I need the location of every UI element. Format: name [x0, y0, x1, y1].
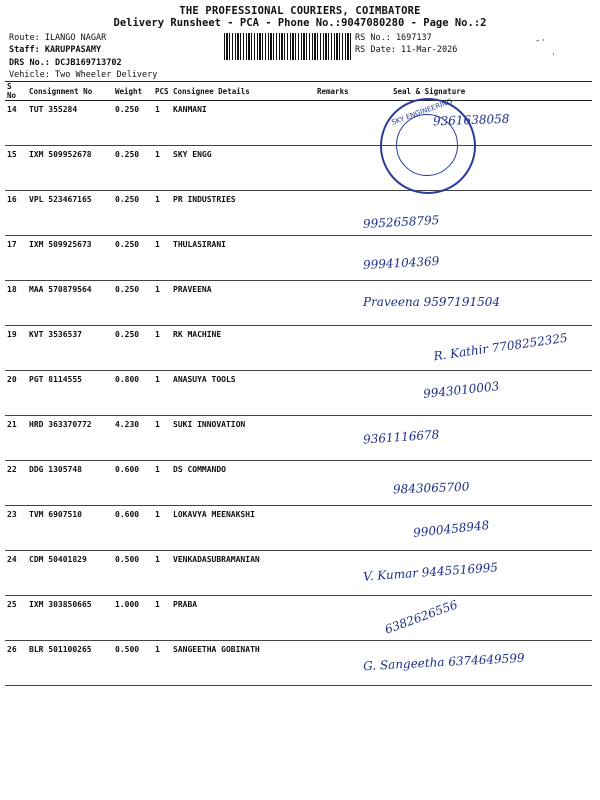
table-row	[5, 236, 592, 281]
cell-remarks	[315, 281, 363, 326]
cell-consignee: VENKADASUBRAMANIAN	[171, 551, 315, 596]
col-weight: Weight	[113, 82, 153, 101]
runsheet-table	[5, 81, 592, 686]
cell-sno: 23	[5, 506, 27, 551]
cell-consignee: SANGEETHA GOBINATH	[171, 641, 315, 686]
cell-weight: 0.250	[113, 146, 153, 191]
cell-weight: 0.500	[113, 641, 153, 686]
table-row	[5, 191, 592, 236]
handwritten-signature: Praveena 9597191504	[363, 295, 500, 309]
cell-pcs: 1	[153, 371, 171, 416]
table-row	[5, 371, 592, 416]
cell-weight: 0.250	[113, 281, 153, 326]
cell-remarks	[315, 326, 363, 371]
handwritten-signature: R. Kathir 7708252325	[432, 330, 569, 364]
cell-sno: 22	[5, 461, 27, 506]
table-row	[5, 596, 592, 641]
cell-sno: 15	[5, 146, 27, 191]
stamp-inner-ring	[396, 114, 458, 176]
cell-weight: 0.800	[113, 371, 153, 416]
cell-consignee: ANASUYA TOOLS	[171, 371, 315, 416]
cell-remarks	[315, 641, 363, 686]
pen-mark: ·	[552, 50, 555, 60]
handwritten-signature: 9361116678	[362, 427, 440, 447]
col-remarks: Remarks	[315, 82, 363, 101]
cell-signature	[363, 326, 592, 371]
cell-signature	[363, 551, 592, 596]
rs-date: RS Date: 11-Mar-2026	[355, 45, 458, 55]
cell-remarks	[315, 551, 363, 596]
cell-consignee: THULASIRANI	[171, 236, 315, 281]
table-row	[5, 146, 592, 191]
cell-consignment: BLR 501100265	[27, 641, 113, 686]
cell-consignee: LOKAVYA MEENAKSHI	[171, 506, 315, 551]
cell-consignee: PRAVEENA	[171, 281, 315, 326]
cell-consignment: KVT 3536537	[27, 326, 113, 371]
cell-pcs: 1	[153, 641, 171, 686]
pen-mark: - ·	[536, 36, 545, 46]
cell-pcs: 1	[153, 596, 171, 641]
cell-weight: 0.600	[113, 506, 153, 551]
cell-consignee: RK MACHINE	[171, 326, 315, 371]
cell-remarks	[315, 371, 363, 416]
cell-signature	[363, 236, 592, 281]
cell-weight: 1.000	[113, 596, 153, 641]
cell-weight: 0.250	[113, 326, 153, 371]
cell-consignment: TVM 6907510	[27, 506, 113, 551]
cell-pcs: 1	[153, 551, 171, 596]
cell-consignee: SKY ENGG	[171, 146, 315, 191]
col-sno: S No	[5, 82, 27, 101]
cell-signature	[363, 281, 592, 326]
drs-label: DRS No.: DCJB169713702	[9, 58, 122, 68]
cell-pcs: 1	[153, 416, 171, 461]
cell-sno: 21	[5, 416, 27, 461]
cell-consignment: IXM 303850665	[27, 596, 113, 641]
cell-sno: 18	[5, 281, 27, 326]
cell-weight: 0.250	[113, 191, 153, 236]
handwritten-signature: 9952658795	[362, 213, 440, 231]
cell-sno: 25	[5, 596, 27, 641]
cell-consignment: IXM 509952678	[27, 146, 113, 191]
cell-sno: 24	[5, 551, 27, 596]
cell-consignment: CDM 50401829	[27, 551, 113, 596]
cell-signature	[363, 416, 592, 461]
table-row	[5, 551, 592, 596]
cell-signature	[363, 371, 592, 416]
table-row	[5, 641, 592, 686]
cell-consignment: HRD 363370772	[27, 416, 113, 461]
cell-pcs: 1	[153, 326, 171, 371]
cell-consignee: KANMANI	[171, 101, 315, 146]
handwritten-signature: 9900458948	[412, 518, 490, 540]
cell-remarks	[315, 236, 363, 281]
cell-consignment: IXM 509925673	[27, 236, 113, 281]
cell-sno: 19	[5, 326, 27, 371]
cell-signature	[363, 641, 592, 686]
cell-remarks	[315, 416, 363, 461]
handwritten-signature: V. Kumar 9445516995	[362, 560, 499, 584]
cell-consignee: PR INDUSTRIES	[171, 191, 315, 236]
cell-consignment: VPL 523467165	[27, 191, 113, 236]
table-row	[5, 101, 592, 146]
runsheet-subtitle: Delivery Runsheet - PCA - Phone No.:9047080280 - Page No.:2	[113, 17, 487, 29]
table-header-row	[5, 82, 592, 101]
cell-weight: 4.230	[113, 416, 153, 461]
table-row	[5, 461, 592, 506]
handwritten-signature: 9361638058	[432, 111, 510, 129]
stamp-text: SKY ENGINEERING	[390, 97, 454, 127]
cell-signature	[363, 461, 592, 506]
cell-consignment: DDG 1305748	[27, 461, 113, 506]
table-row	[5, 506, 592, 551]
cell-pcs: 1	[153, 461, 171, 506]
cell-sno: 14	[5, 101, 27, 146]
col-consignee: Consignee Details	[171, 82, 315, 101]
cell-weight: 0.250	[113, 101, 153, 146]
cell-pcs: 1	[153, 146, 171, 191]
rs-number: RS No.: 1697137	[355, 33, 432, 43]
cell-remarks	[315, 461, 363, 506]
cell-consignee: DS COMMANDO	[171, 461, 315, 506]
cell-consignment: MAA 570879564	[27, 281, 113, 326]
cell-signature	[363, 596, 592, 641]
cell-remarks	[315, 506, 363, 551]
handwritten-signature: 9843065700	[392, 479, 470, 497]
cell-consignee: PRABA	[171, 596, 315, 641]
cell-remarks	[315, 146, 363, 191]
cell-pcs: 1	[153, 236, 171, 281]
cell-weight: 0.500	[113, 551, 153, 596]
col-pcs: PCS	[153, 82, 171, 101]
cell-consignee: SUKI INNOVATION	[171, 416, 315, 461]
cell-sno: 26	[5, 641, 27, 686]
cell-sno: 20	[5, 371, 27, 416]
col-seal: Seal & Signature	[363, 82, 592, 101]
staff-label: Staff: KARUPPASAMY	[9, 45, 102, 55]
cell-pcs: 1	[153, 101, 171, 146]
cell-pcs: 1	[153, 506, 171, 551]
col-consignment: Consignment No	[27, 82, 113, 101]
route-label: Route: ILANGO NAGAR	[9, 33, 107, 43]
company-stamp	[380, 98, 476, 194]
handwritten-signature: 6382626556	[382, 597, 460, 637]
table-row	[5, 326, 592, 371]
cell-sno: 16	[5, 191, 27, 236]
table-row	[5, 281, 592, 326]
handwritten-signature: G. Sangeetha 6374649599	[362, 650, 525, 674]
cell-weight: 0.250	[113, 236, 153, 281]
cell-consignment: PGT 8114555	[27, 371, 113, 416]
cell-signature	[363, 506, 592, 551]
handwritten-signature: 9994104369	[362, 254, 440, 272]
cell-signature	[363, 191, 592, 236]
handwritten-signature: 9943010003	[422, 379, 500, 401]
company-title: THE PROFESSIONAL COURIERS, COIMBATORE	[179, 5, 421, 17]
cell-pcs: 1	[153, 191, 171, 236]
cell-weight: 0.600	[113, 461, 153, 506]
cell-consignment: TUT 355284	[27, 101, 113, 146]
cell-remarks	[315, 191, 363, 236]
vehicle-label: Vehicle: Two Wheeler Delivery	[9, 70, 158, 80]
cell-sno: 17	[5, 236, 27, 281]
cell-remarks	[315, 596, 363, 641]
barcode	[224, 33, 351, 60]
cell-remarks	[315, 101, 363, 146]
table-row	[5, 416, 592, 461]
cell-pcs: 1	[153, 281, 171, 326]
